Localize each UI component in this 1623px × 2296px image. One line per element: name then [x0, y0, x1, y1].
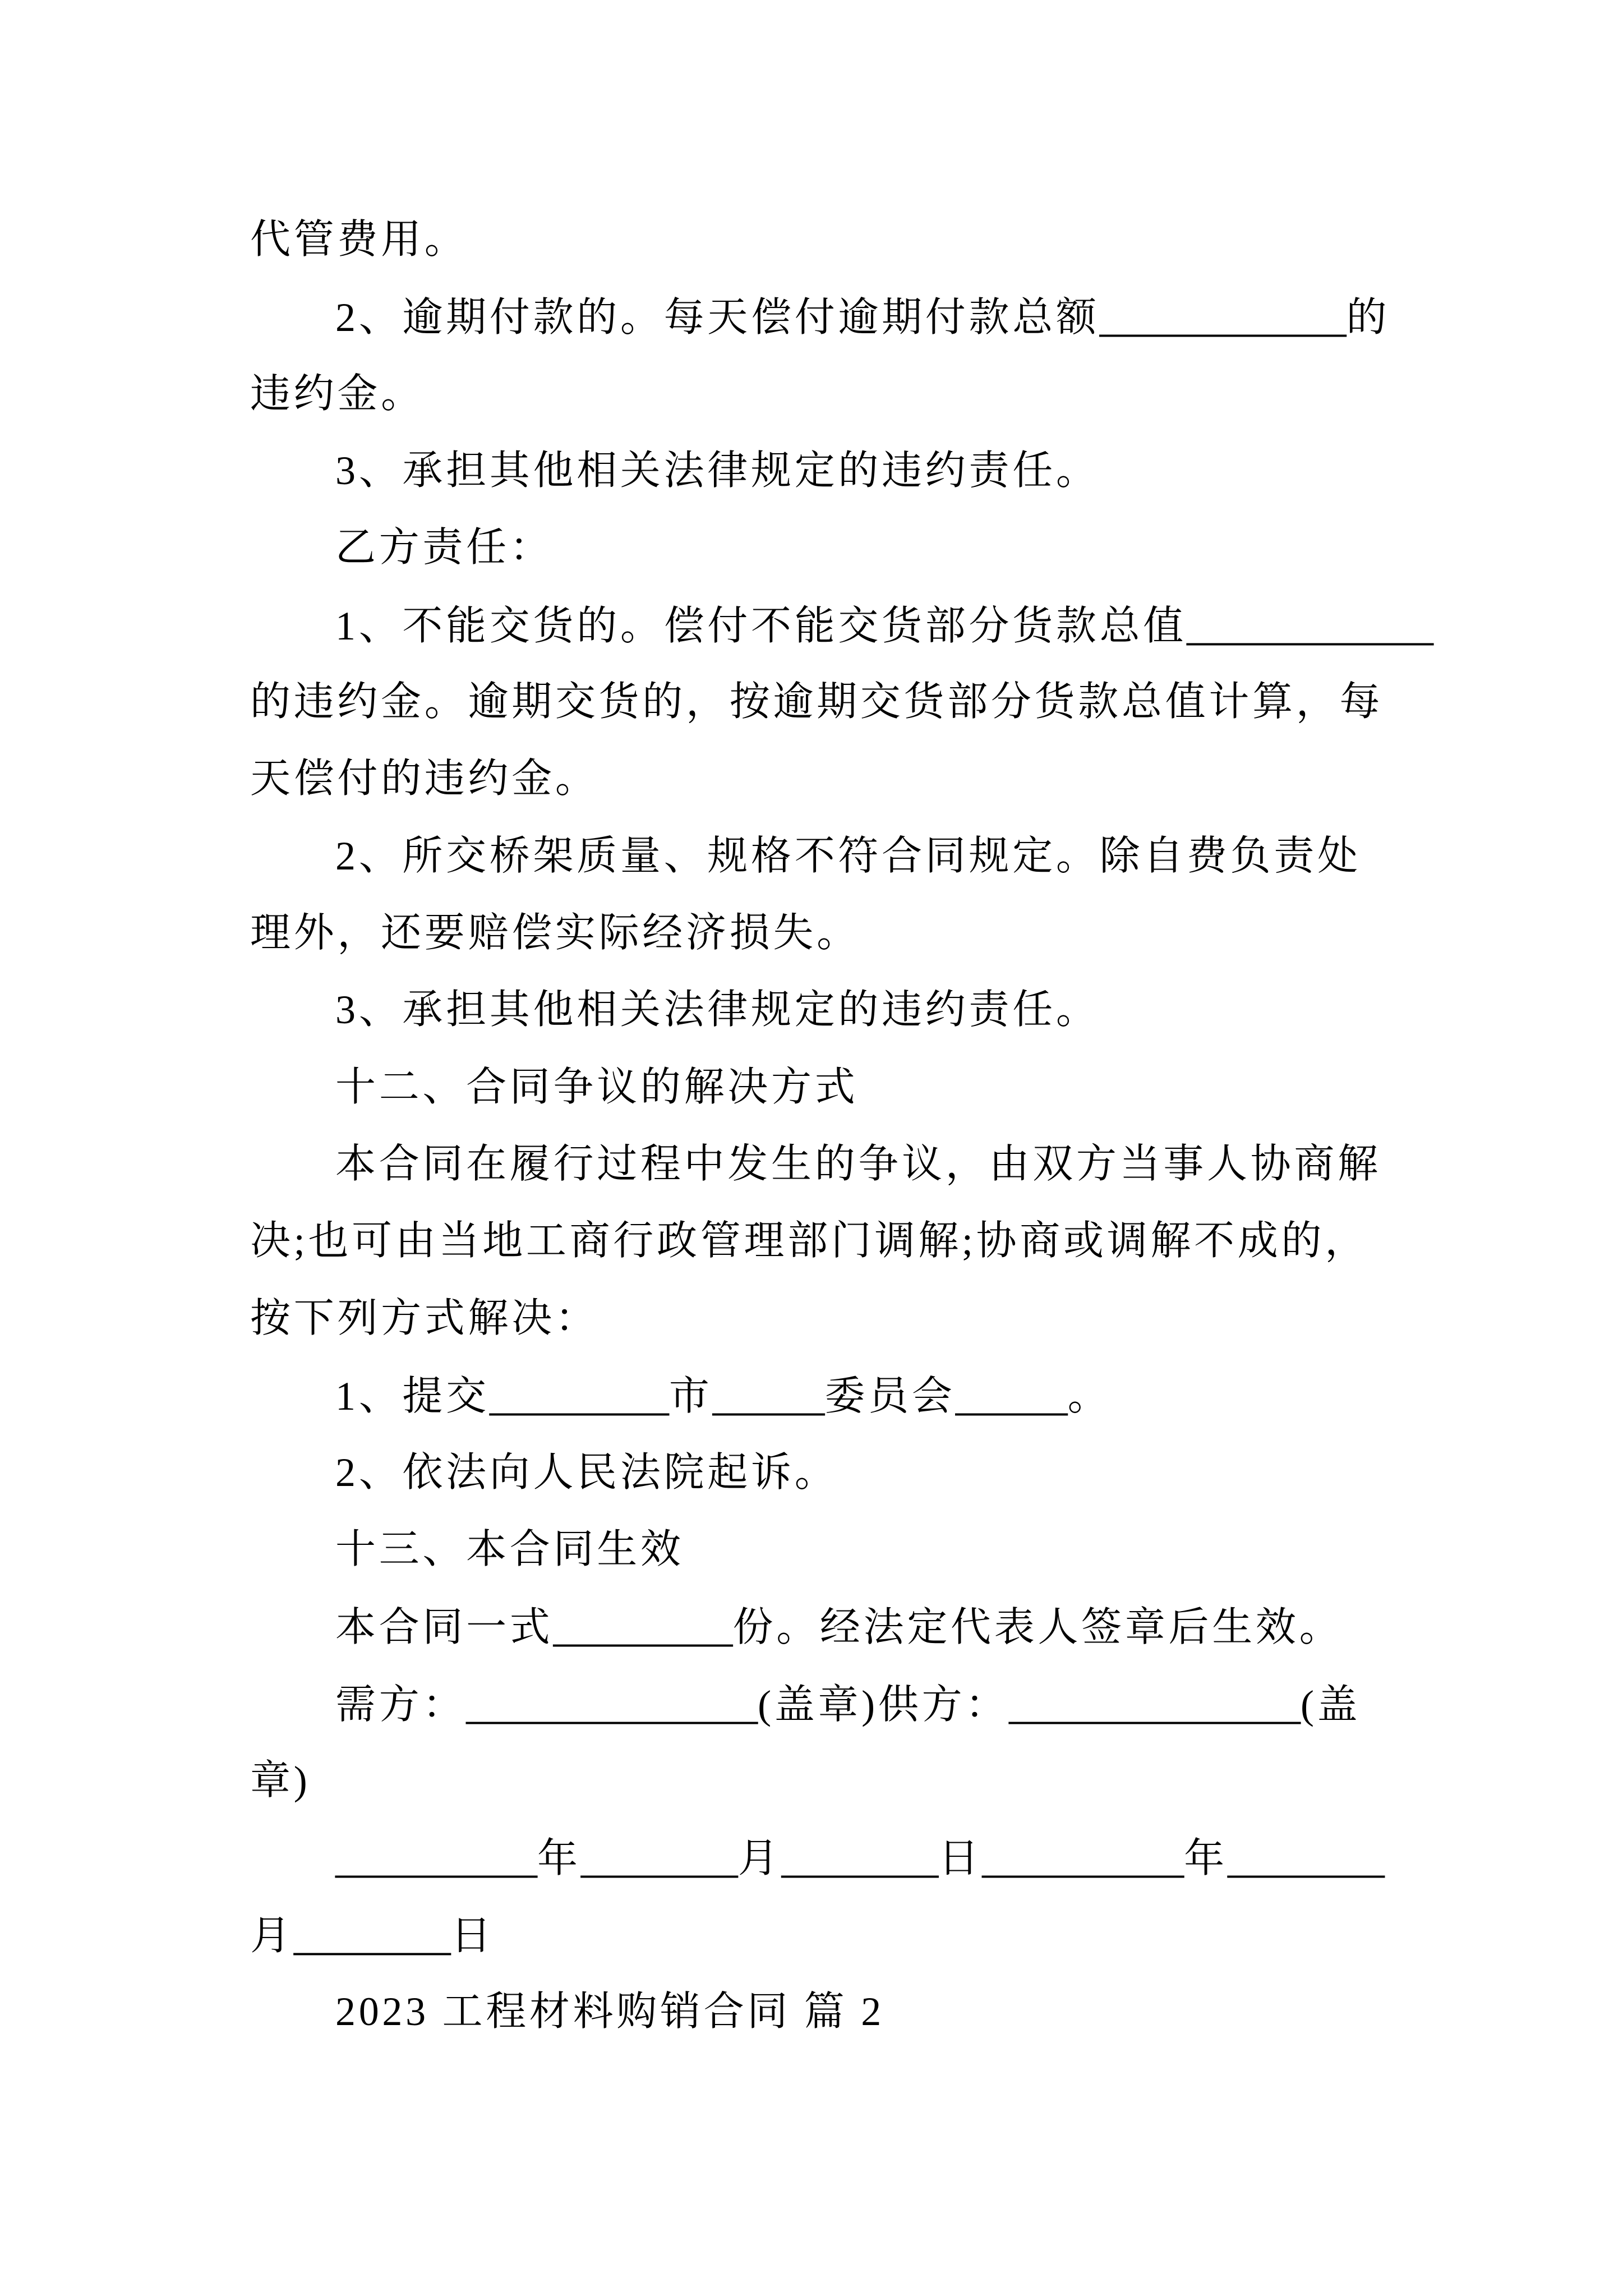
year-label: 年 [1184, 1836, 1228, 1881]
line-text: 决;也可由当地工商行政管理部门调解;协商或调解不成的， [250, 1218, 1368, 1264]
day-label: 日 [938, 1836, 983, 1881]
line-text: 2、所交桥架质量、规格不符合同规定。除自费负责处 [335, 833, 1361, 878]
date-line [0, 1819, 1623, 1896]
day-blank: _______ [781, 1833, 939, 1883]
text-line [0, 740, 1623, 817]
line-text: 的 [1346, 295, 1390, 341]
text-line [0, 1742, 1623, 1819]
text-line [0, 664, 1623, 740]
clause-other-liability [0, 972, 1623, 1048]
year-blank: _________ [982, 1833, 1184, 1883]
line-text: 1、不能交货的。偿付不能交货部分货款总值 [335, 603, 1187, 648]
line-text: 3、承担其他相关法律规定的违约责任。 [335, 448, 1100, 494]
line-text: 2、依法向人民法院起诉。 [335, 1450, 838, 1495]
blank-field: _____ [955, 1370, 1068, 1420]
line-text: 乙方责任： [335, 525, 554, 570]
line-text: 的违约金。逾期交货的，按逾期交货部分货款总值计算，每 [250, 679, 1384, 725]
line-text: 天偿付的违约金。 [250, 756, 599, 802]
heading-contract-effective [0, 1511, 1623, 1588]
month-label: 月 [250, 1913, 294, 1958]
heading-party-b-responsibility [0, 509, 1623, 586]
line-text: 十二、合同争议的解决方式 [335, 1064, 859, 1110]
month-blank: _______ [1227, 1833, 1385, 1883]
contract-title-part-2 [0, 1973, 1623, 2050]
line-text: 按下列方式解决： [250, 1295, 599, 1341]
year-blank: _________ [335, 1833, 537, 1883]
day-label: 日 [450, 1913, 495, 1958]
text-line [0, 1203, 1623, 1280]
seller-signature-blank: _____________ [1008, 1678, 1301, 1728]
clause-litigation [0, 1434, 1623, 1511]
year-label: 年 [537, 1836, 581, 1881]
line-text: 份。经法定代表人签章后生效。 [732, 1605, 1343, 1650]
document-body [0, 201, 1623, 2050]
text-line [0, 356, 1623, 432]
line-text: 2、逾期付款的。每天偿付逾期付款总额 [335, 295, 1100, 341]
line-text: 章) [250, 1757, 311, 1803]
clause-arbitration [0, 1357, 1623, 1434]
line-text: 违约金。 [250, 371, 425, 416]
buyer-signature-blank: _____________ [466, 1678, 758, 1728]
clause-non-delivery [0, 587, 1623, 664]
blank-field: ___________ [1187, 600, 1434, 650]
blank-field: _____ [712, 1370, 825, 1420]
line-text: 2023 工程材料购销合同 篇 2 [335, 1989, 884, 2034]
line-text: 十三、本合同生效 [335, 1526, 684, 1572]
line-text: 市 [668, 1374, 713, 1419]
signature-line [0, 1665, 1623, 1742]
line-text: 。 [1067, 1374, 1112, 1419]
clause-late-payment [0, 278, 1623, 355]
line-text: 3、承担其他相关法律规定的违约责任。 [335, 987, 1100, 1033]
line-text: 本合同一式 [335, 1605, 554, 1650]
line-text: 委员会 [824, 1374, 956, 1419]
month-blank: _______ [580, 1833, 738, 1883]
clause-copies [0, 1588, 1623, 1665]
day-blank: _______ [293, 1910, 451, 1959]
line-text: 本合同在履行过程中发生的争议，由双方当事人协商解 [335, 1142, 1381, 1187]
text-line [0, 895, 1623, 972]
blank-field: ________ [553, 1602, 733, 1651]
line-text: 理外，还要赔偿实际经济损失。 [250, 910, 860, 956]
heading-dispute-resolution [0, 1049, 1623, 1126]
buyer-label: 需方： [335, 1682, 467, 1727]
blank-field: ________ [489, 1370, 669, 1420]
clause-quality-nonconformity [0, 818, 1623, 895]
line-text: 代管费用。 [250, 217, 468, 262]
date-line [0, 1897, 1623, 1973]
line-text: 1、提交 [335, 1374, 490, 1419]
text-line [0, 1280, 1623, 1357]
text-line [0, 1126, 1623, 1203]
seal-label: (盖 [1300, 1682, 1361, 1727]
clause-other-liability [0, 432, 1623, 509]
seal-seller-label: (盖章)供方： [758, 1682, 1009, 1727]
month-label: 月 [737, 1836, 782, 1881]
text-line [0, 201, 1623, 278]
blank-field: ___________ [1099, 292, 1347, 342]
